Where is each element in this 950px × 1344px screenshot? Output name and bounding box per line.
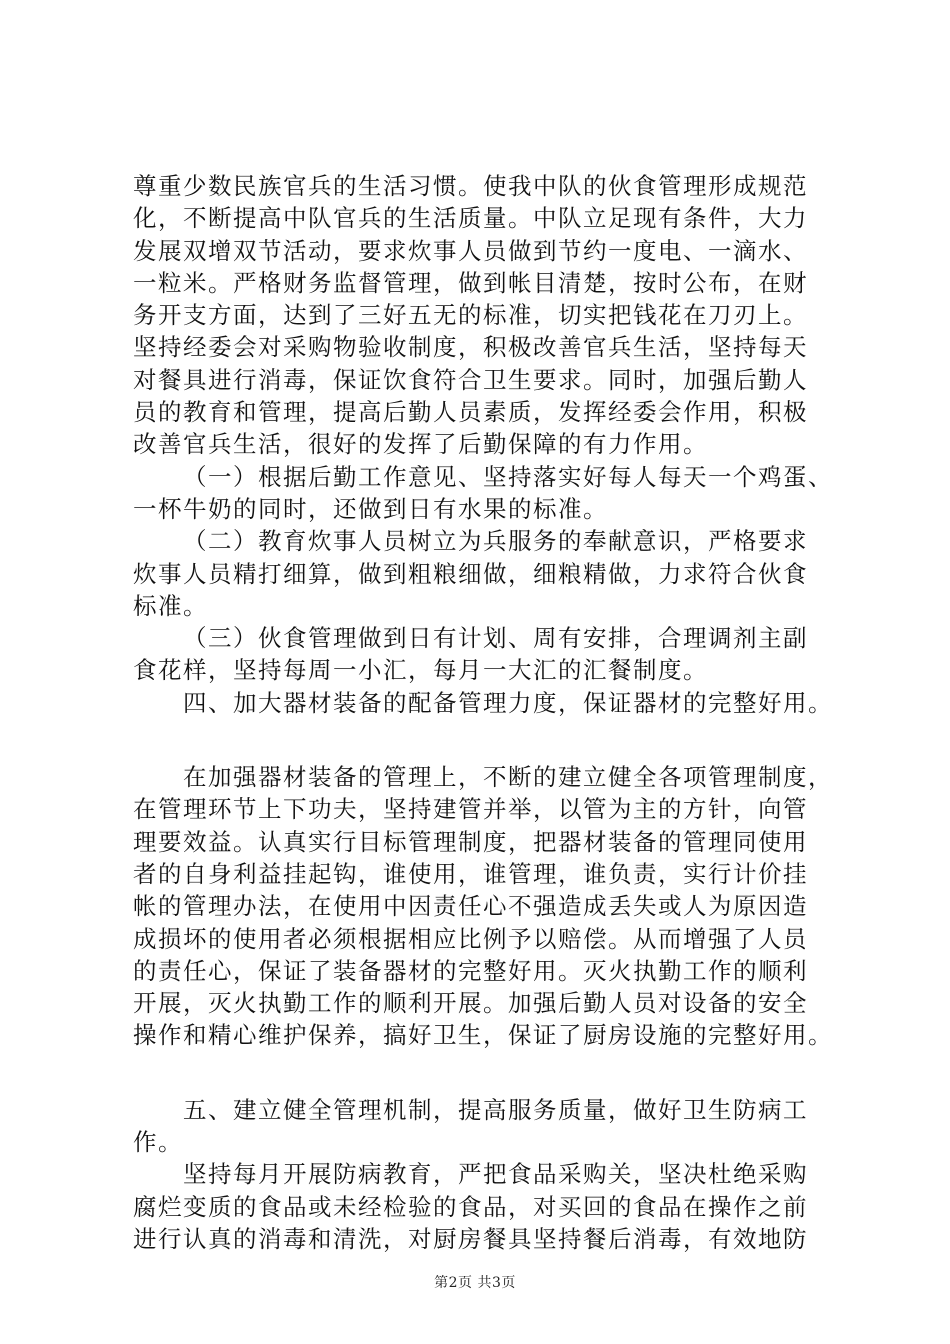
text-line: 尊重少数民族官兵的生活习惯。使我中队的伙食管理形成规范 xyxy=(133,172,808,200)
text-line: 成损坏的使用者必须根据相应比例予以赔偿。从而增强了人员 xyxy=(133,924,808,953)
text-line: （二）教育炊事人员树立为兵服务的奉献意识，严格要求 xyxy=(183,527,808,556)
text-line: 炊事人员精打细算，做到粗粮细做，细粮精做，力求符合伙食 xyxy=(133,559,808,588)
text-line: 在管理环节上下功夫，坚持建管并举，以管为主的方针，向管 xyxy=(133,795,808,824)
text-line: 坚持经委会对采购物验收制度，积极改善官兵生活，坚持每天 xyxy=(133,333,808,362)
text-line: 理要效益。认真实行目标管理制度，把器材装备的管理同使用 xyxy=(133,827,808,856)
section-heading: 四、加大器材装备的配备管理力度，保证器材的完整好用。 xyxy=(183,688,833,717)
paragraph-spacer xyxy=(133,1052,853,1094)
text-line: 发展双增双节活动，要求炊事人员做到节约一度电、一滴水、 xyxy=(133,236,808,265)
text-line: 食花样，坚持每周一小汇，每月一大汇的汇餐制度。 xyxy=(133,656,708,685)
text-line: 腐烂变质的食品或未经检验的食品，对买回的食品在操作之前 xyxy=(133,1192,808,1221)
text-line: 对餐具进行消毒，保证饮食符合卫生要求。同时，加强后勤人 xyxy=(133,365,808,394)
text-line: 进行认真的消毒和清洗，对厨房餐具坚持餐后消毒，有效地防 xyxy=(133,1224,808,1253)
text-line: 坚持每月开展防病教育，严把食品采购关，坚决杜绝采购 xyxy=(183,1160,808,1189)
section-heading: 作。 xyxy=(133,1128,183,1157)
page-number-footer: 第2页 共3页 xyxy=(434,1275,516,1291)
text-line: 者的自身利益挂起钩，谁使用，谁管理，谁负责，实行计价挂 xyxy=(133,859,808,888)
text-line: 一杯牛奶的同时，还做到日有水果的标准。 xyxy=(133,494,608,523)
text-line: 化，不断提高中队官兵的生活质量。中队立足现有条件，大力 xyxy=(133,204,808,233)
text-line: 员的教育和管理，提高后勤人员素质，发挥经委会作用，积极 xyxy=(133,398,808,427)
paragraph-spacer xyxy=(133,719,853,761)
document-body xyxy=(133,170,853,1255)
section-heading: 五、建立健全管理机制，提高服务质量，做好卫生防病工 xyxy=(183,1095,808,1124)
text-line: 的责任心，保证了装备器材的完整好用。灭火执勤工作的顺利 xyxy=(133,956,808,985)
text-line: 在加强器材装备的管理上，不断的建立健全各项管理制度， xyxy=(183,763,833,792)
text-line: 操作和精心维护保养，搞好卫生，保证了厨房设施的完整好用。 xyxy=(133,1021,833,1050)
text-line: 改善官兵生活，很好的发挥了后勤保障的有力作用。 xyxy=(133,430,708,459)
text-line: （三）伙食管理做到日有计划、周有安排，合理调剂主副 xyxy=(183,624,808,653)
text-line: 标准。 xyxy=(133,591,208,620)
text-line: 帐的管理办法，在使用中因责任心不强造成丢失或人为原因造 xyxy=(133,892,808,921)
text-line: （一）根据后勤工作意见、坚持落实好每人每天一个鸡蛋、 xyxy=(183,462,833,491)
text-line: 开展，灭火执勤工作的顺利开展。加强后勤人员对设备的安全 xyxy=(133,989,808,1018)
text-line: 一粒米。严格财务监督管理，做到帐目清楚，按时公布，在财 xyxy=(133,268,808,297)
text-line: 务开支方面，达到了三好五无的标准，切实把钱花在刀刃上。 xyxy=(133,301,808,330)
